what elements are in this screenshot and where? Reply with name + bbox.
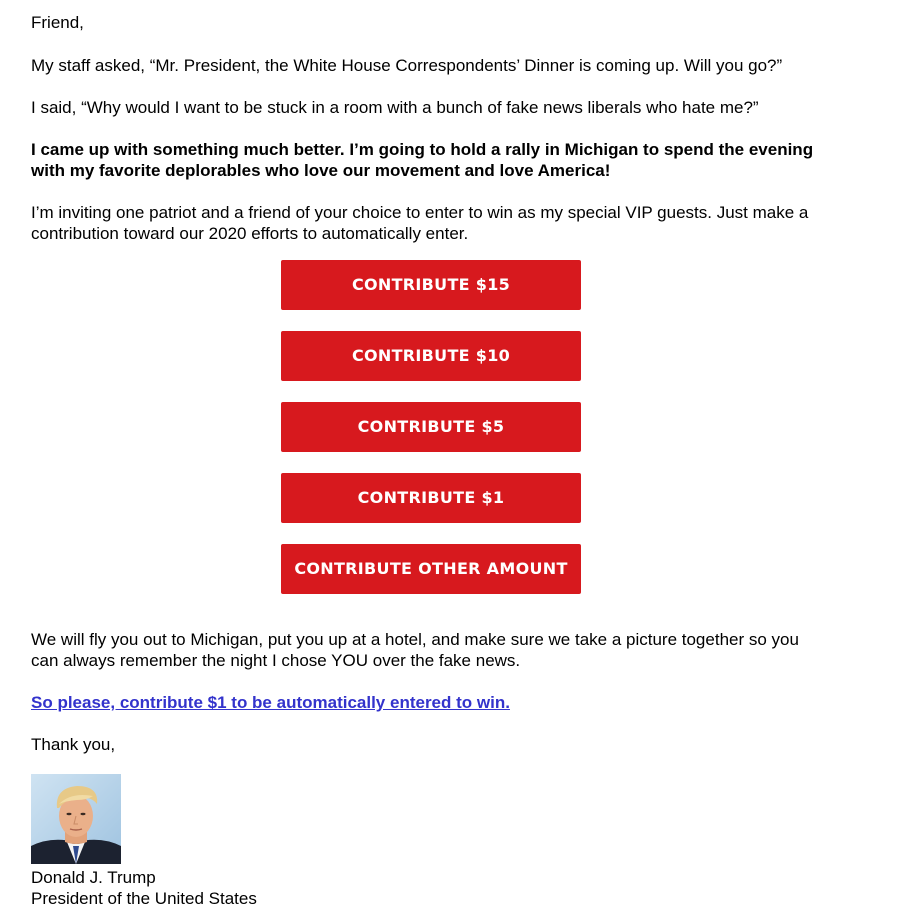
- contribute-5-button[interactable]: CONTRIBUTE $5: [281, 402, 581, 452]
- closing: Thank you,: [31, 735, 116, 754]
- paragraph-invitation: I’m inviting one patriot and a friend of your choice to enter to win as my special VIP guests. Just make a contribution toward our 2020 efforts to automatically enter.: [31, 203, 809, 243]
- greeting: Friend,: [31, 13, 84, 32]
- contribute-link-paragraph: [31, 692, 831, 713]
- paragraph-staff-asked: My staff asked, “Mr. President, the White House Correspondents’ Dinner is coming up. Will you go?”: [31, 56, 783, 75]
- signature-title: President of the United States: [31, 889, 257, 908]
- signer-portrait-photo: [31, 774, 121, 864]
- signature-name: Donald J. Trump: [31, 868, 156, 887]
- paragraph-fly-to-michigan: We will fly you out to Michigan, put you up at a hotel, and make sure we take a picture together so you can always remember the night I chose YOU over the fake news.: [31, 630, 799, 670]
- contribute-other-amount-button[interactable]: CONTRIBUTE OTHER AMOUNT: [281, 544, 581, 594]
- email-body-top: [31, 12, 831, 244]
- contribute-15-button[interactable]: CONTRIBUTE $15: [281, 260, 581, 310]
- contribution-buttons: [281, 260, 581, 615]
- paragraph-rally-announcement: I came up with something much better. I’m going to hold a rally in Michigan to spend the evening with my favorite deplorables who love our movement and love America!: [31, 140, 814, 180]
- contribute-10-button[interactable]: CONTRIBUTE $10: [281, 331, 581, 381]
- contribute-1-button[interactable]: CONTRIBUTE $1: [281, 473, 581, 523]
- email-body-bottom: [31, 629, 831, 909]
- paragraph-i-said: I said, “Why would I want to be stuck in a room with a bunch of fake news liberals who hate me?”: [31, 98, 759, 117]
- contribute-1-link[interactable]: So please, contribute $1 to be automatically entered to win.: [31, 693, 510, 712]
